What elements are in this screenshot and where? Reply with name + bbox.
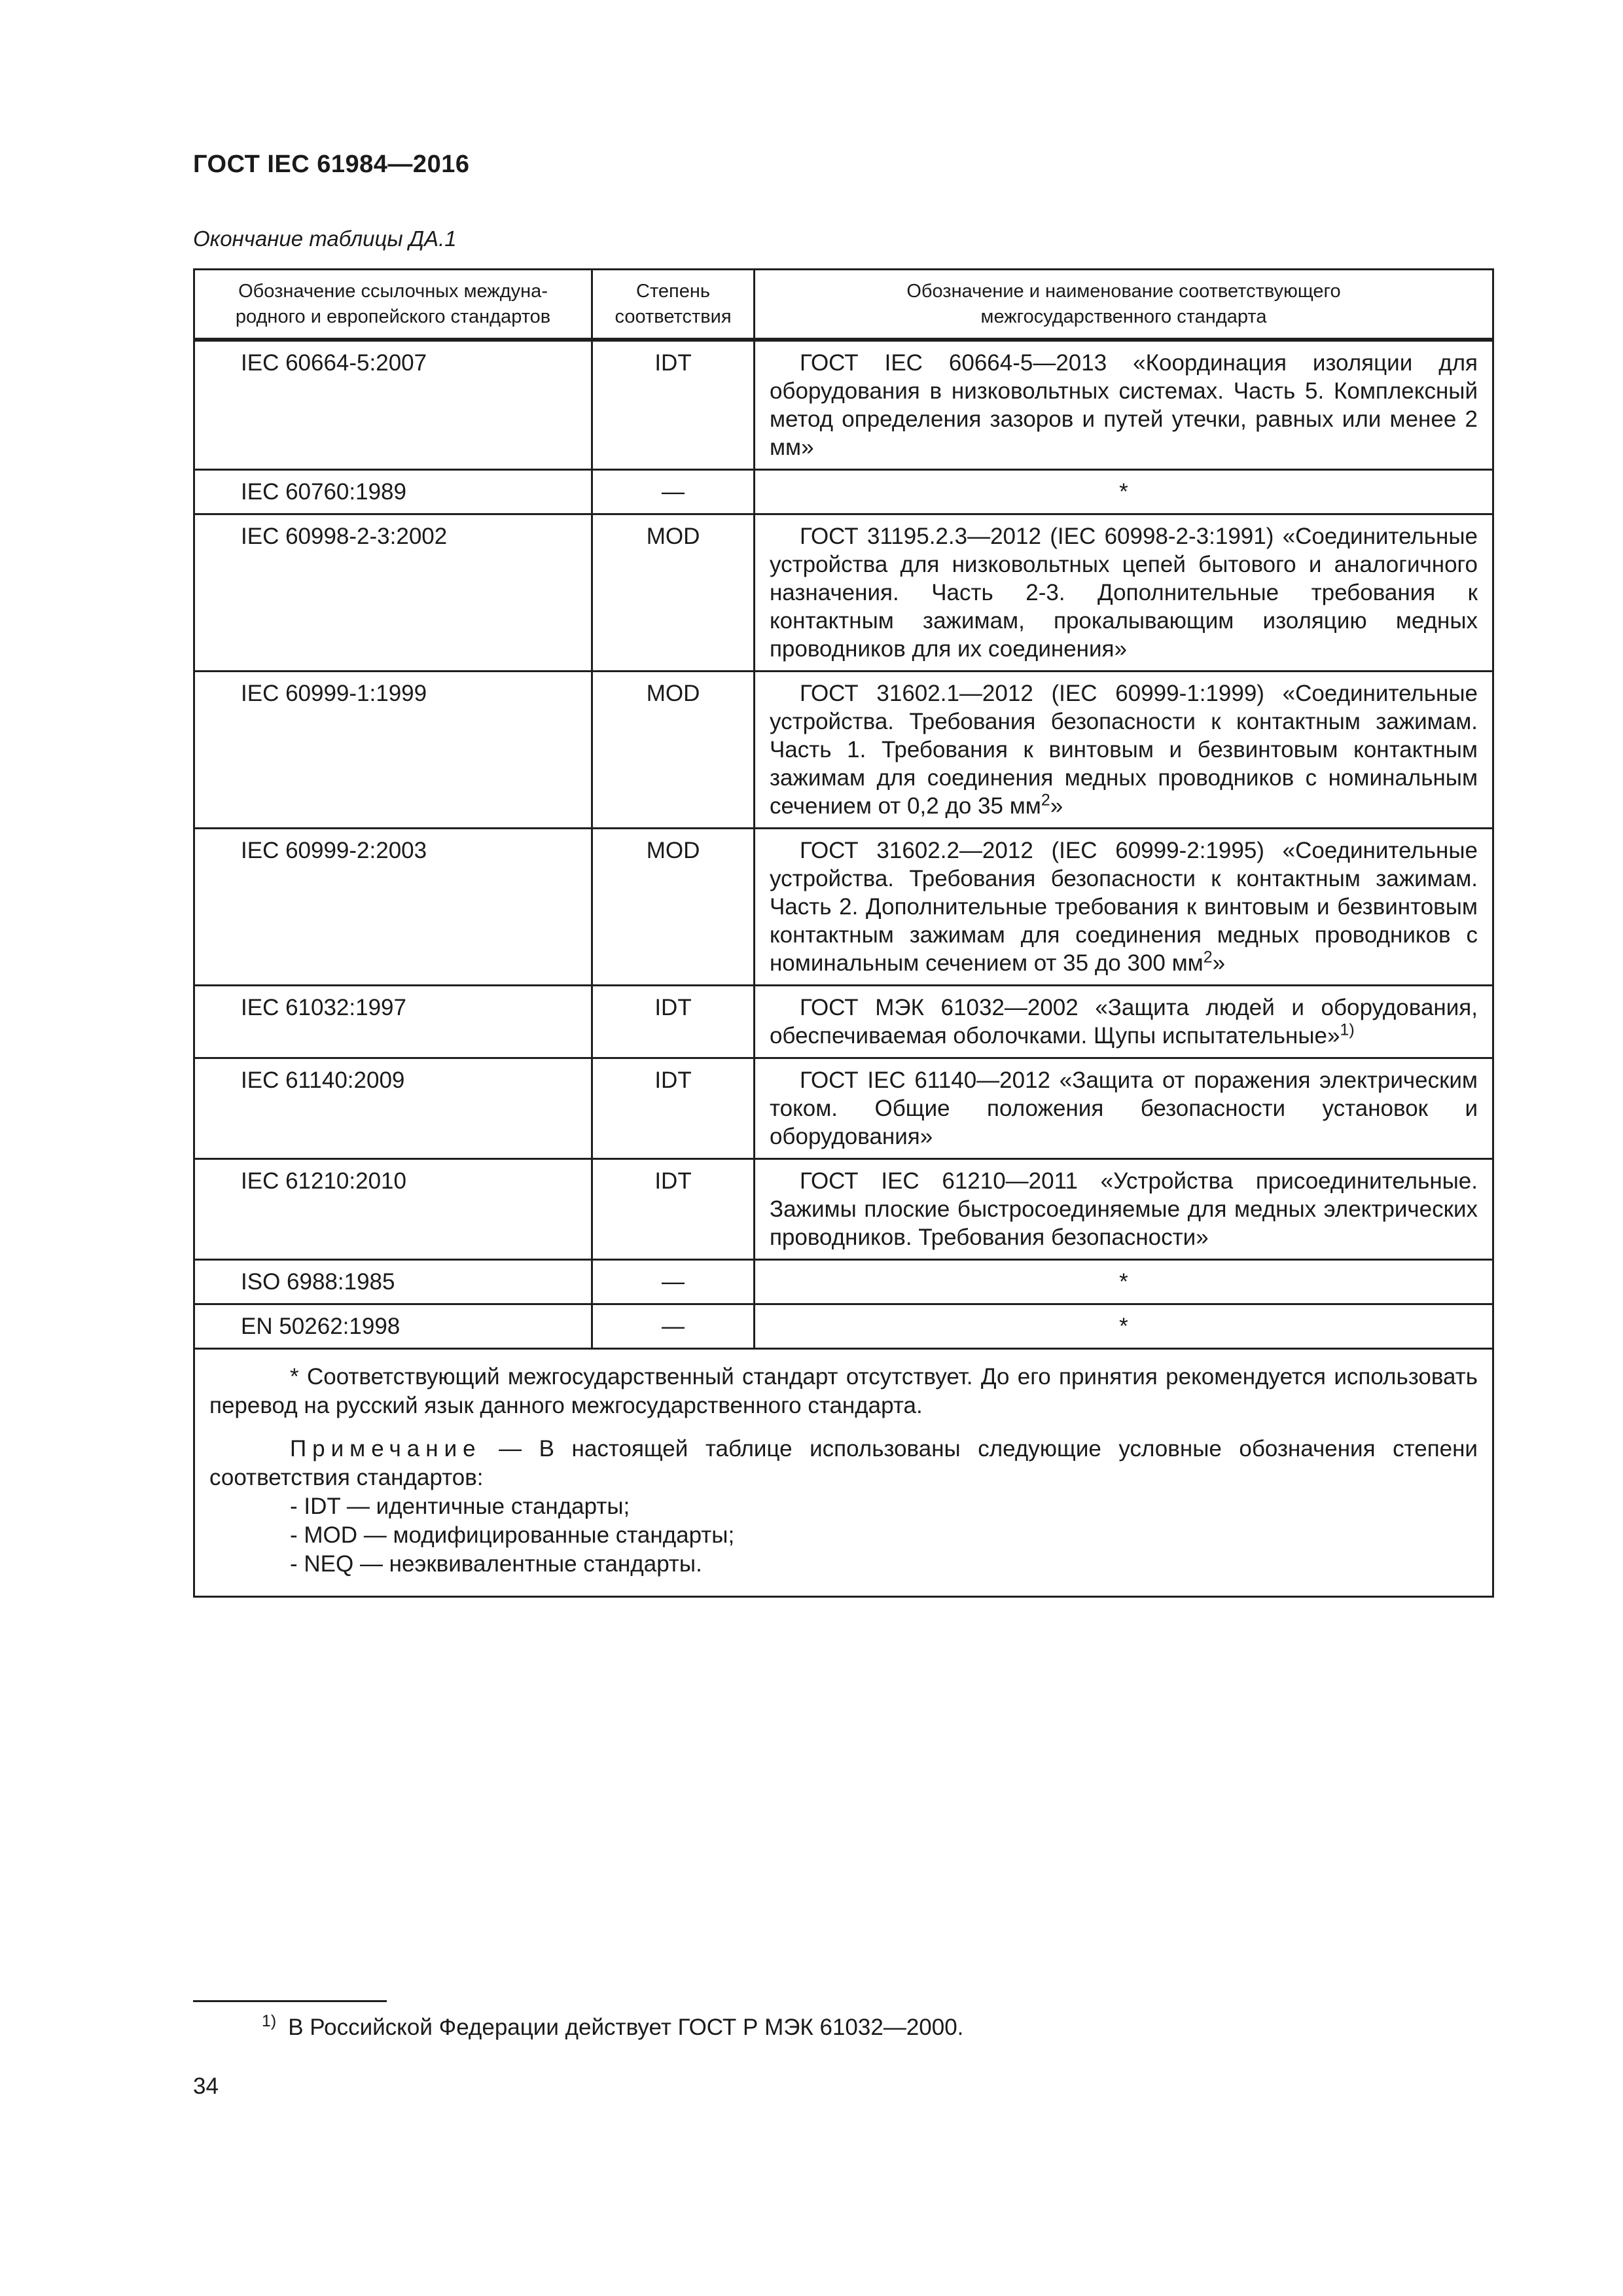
table-row <box>194 340 1493 470</box>
interstate-standard-cell: ГОСТ IEC 61210—2011 «Устройства присоединительные. Зажимы плоские быстросоединяемые для медных электрических проводников. Требования безопасности» <box>754 1159 1493 1260</box>
reference-standard-cell: IEC 61210:2010 <box>194 1159 592 1260</box>
reference-standard-cell: IEC 60664-5:2007 <box>194 340 592 470</box>
footnote <box>262 2012 964 2041</box>
footnote-reference[interactable]: 1) <box>1340 1020 1355 1039</box>
degree-cell: — <box>592 1304 755 1349</box>
interstate-standard-cell: * <box>754 1260 1493 1304</box>
missing-standard-note: * Соответствующий межгосударственный стандарт отсутствует. До его принятия рекомендуется использовать перевод на русский язык данного межгосударственного стандарта. <box>209 1364 1478 1418</box>
header-degree: Степень соответствия <box>592 270 755 340</box>
interstate-standard-cell: ГОСТ IEC 61140—2012 «Защита от поражения электрическим током. Общие положения безопасности установок и оборудования» <box>754 1058 1493 1159</box>
table-row <box>194 514 1493 672</box>
interstate-standard-cell: ГОСТ 31602.1—2012 (IEC 60999-1:1999) «Соединительные устройства. Требования безопасности к контактным зажимам. Часть 1. Требования к винтовым и безвинтовым контактным зажимам для соединения медных проводников с номинальным сечением от 0,2 до 35 $мм^2$» <box>754 672 1493 829</box>
header-reference-standard: Обозначение ссылочных междуна- родного и европейского стандартов <box>194 270 592 340</box>
degree-cell: MOD <box>592 672 755 829</box>
interstate-standard-cell: ГОСТ IEC 60664-5—2013 «Координация изоляции для оборудования в низковольтных системах. Часть 5. Комплексный метод определения зазоров и путей утечки, равных или менее 2 мм» <box>754 340 1493 470</box>
table-row <box>194 1058 1493 1159</box>
list-item: - NEQ — неэквивалентные стандарты. <box>290 1551 702 1577</box>
list-item: - IDT — идентичные стандарты; <box>290 1494 630 1519</box>
reference-standard-cell: IEC 61032:1997 <box>194 986 592 1058</box>
standards-correspondence-table <box>193 268 1494 1598</box>
table-row <box>194 1159 1493 1260</box>
table-row <box>194 1260 1493 1304</box>
table-row <box>194 470 1493 514</box>
degree-cell: IDT <box>592 1058 755 1159</box>
table-notes-row <box>194 1349 1493 1597</box>
header-interstate-standard: Обозначение и наименование соответствующего межгосударственного стандарта <box>754 270 1493 340</box>
reference-standard-cell: IEC 60998-2-3:2002 <box>194 514 592 672</box>
interstate-standard-cell: * <box>754 470 1493 514</box>
table-row <box>194 1304 1493 1349</box>
degree-cell: MOD <box>592 829 755 986</box>
interstate-standard-cell: ГОСТ МЭК 61032—2002 «Защита людей и оборудования, обеспечиваемая оболочками. Щупы испытательные»$^{1)}$ <box>754 986 1493 1058</box>
note-paragraph: Примечание — В настоящей таблице использованы следующие условные обозначения степени соответствия стандартов: <box>209 1436 1478 1490</box>
note-label: Примечание <box>290 1436 482 1462</box>
table-notes <box>194 1349 1493 1597</box>
footnote-separator <box>193 2000 387 2002</box>
table-caption: Окончание таблицы ДА.1 <box>193 226 457 251</box>
degree-cell: — <box>592 470 755 514</box>
degree-cell: IDT <box>592 986 755 1058</box>
reference-standard-cell: IEC 61140:2009 <box>194 1058 592 1159</box>
document-code-header: ГОСТ IEC 61984—2016 <box>193 151 470 178</box>
reference-standard-cell: ISO 6988:1985 <box>194 1260 592 1304</box>
footnote-text: В Российской Федерации действует ГОСТ Р МЭК 61032—2000. <box>288 2015 964 2040</box>
reference-standard-cell: IEC 60999-1:1999 <box>194 672 592 829</box>
interstate-standard-cell: ГОСТ 31602.2—2012 (IEC 60999-2:1995) «Соединительные устройства. Требования безопасности к контактным зажимам. Часть 2. Дополнительные требования к винтовым и безвинтовым контактным зажимам для соединения медных проводников с номинальным сечением от 35 до 300 $мм^2$» <box>754 829 1493 986</box>
list-item: - MOD — модифицированные стандарты; <box>290 1522 735 1548</box>
footnote-marker: 1) <box>262 2012 277 2031</box>
page-number: 34 <box>193 2073 219 2099</box>
degree-cell: MOD <box>592 514 755 672</box>
table-row <box>194 829 1493 986</box>
interstate-standard-cell: ГОСТ 31195.2.3—2012 (IEC 60998-2-3:1991) «Соединительные устройства для низковольтных цепей бытового и аналогичного назначения. Часть 2-3. Дополнительные требования к контактным зажимам, прокалывающим изоляцию медных проводников для их соединения» <box>754 514 1493 672</box>
table-header-row <box>194 270 1493 340</box>
degree-cell: — <box>592 1260 755 1304</box>
degree-cell: IDT <box>592 340 755 470</box>
interstate-standard-cell: * <box>754 1304 1493 1349</box>
degree-cell: IDT <box>592 1159 755 1260</box>
table-row <box>194 672 1493 829</box>
reference-standard-cell: IEC 60999-2:2003 <box>194 829 592 986</box>
reference-standard-cell: IEC 60760:1989 <box>194 470 592 514</box>
table-row <box>194 986 1493 1058</box>
reference-standard-cell: EN 50262:1998 <box>194 1304 592 1349</box>
